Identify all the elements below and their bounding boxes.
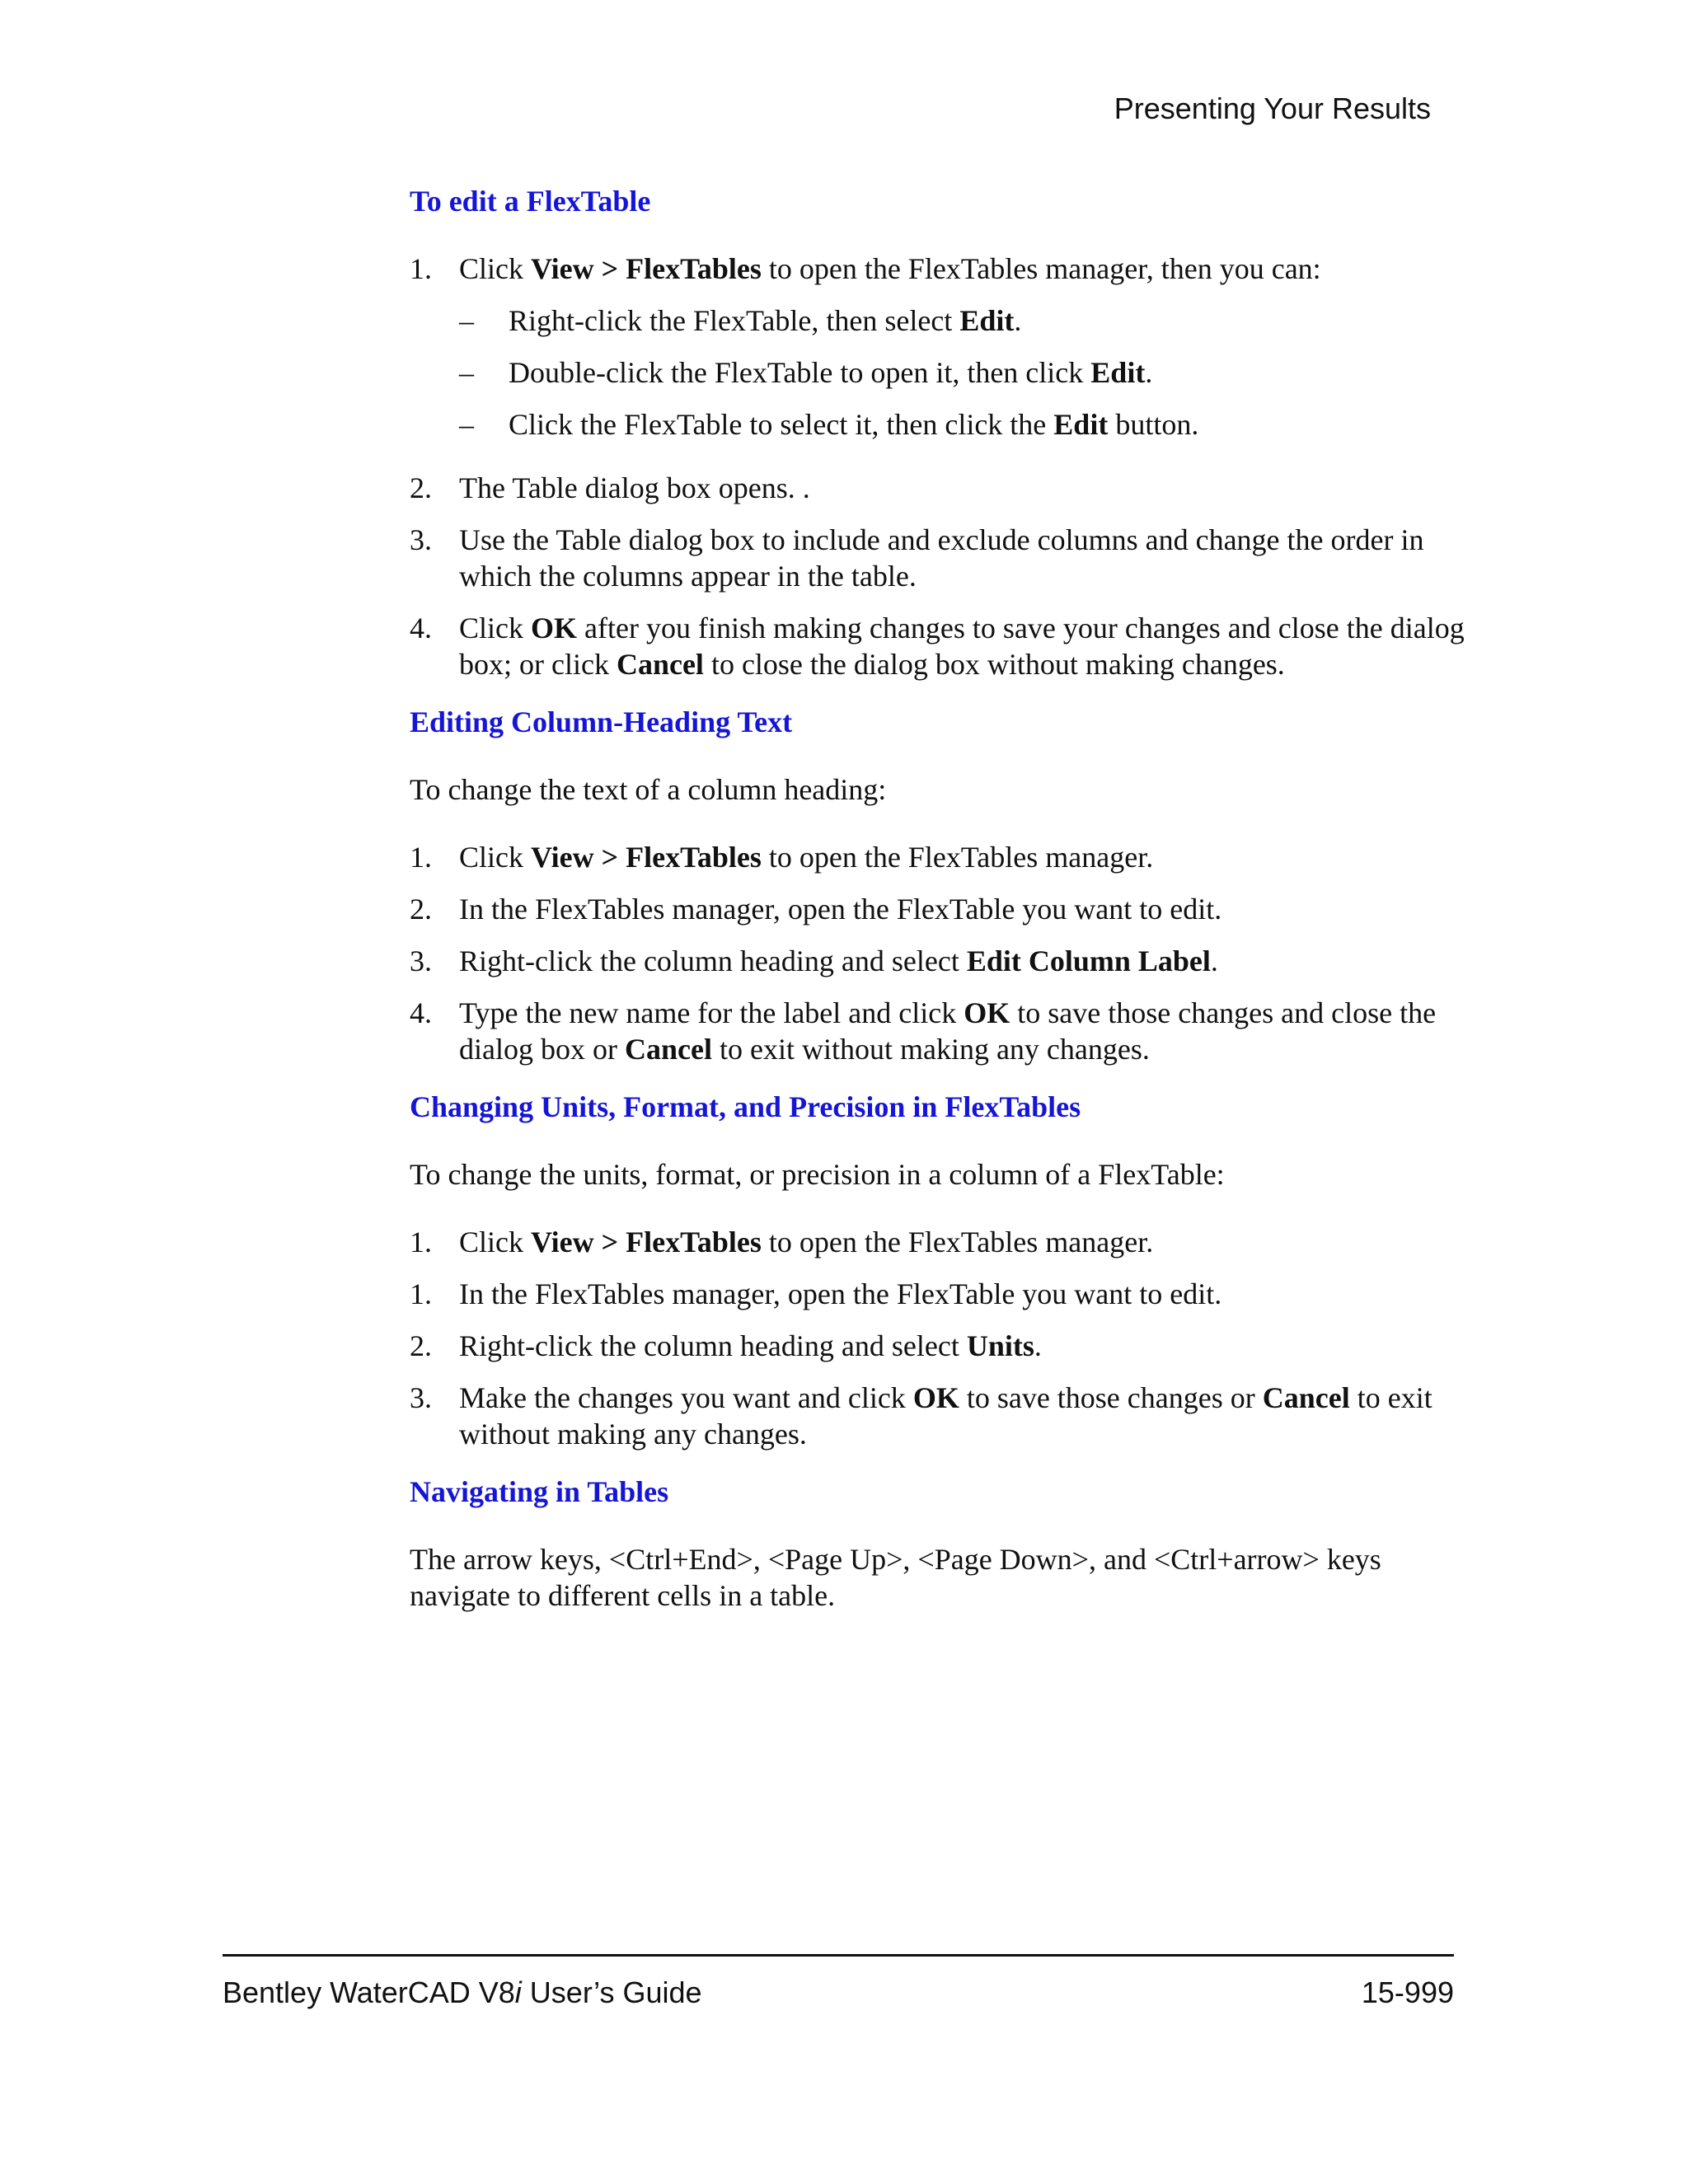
section-intro: To change the units, format, or precision in a column of a FlexTable: — [410, 1158, 1225, 1191]
sub-step-item — [459, 354, 1465, 391]
running-header: Presenting Your Results — [1114, 91, 1431, 125]
text-run: . — [1210, 944, 1218, 977]
text-run: Click — [459, 841, 531, 874]
step-text — [459, 251, 1465, 287]
dash-marker: – — [459, 408, 474, 441]
text-run: In the FlexTables manager, open the FlexTable you want to edit. — [459, 893, 1222, 926]
step-item — [410, 470, 1465, 506]
ui-term: Edit Column Label — [966, 944, 1211, 977]
step-text — [459, 610, 1465, 682]
text-run: Click — [459, 612, 531, 644]
text-run: Right-click the column heading and select — [459, 1329, 967, 1362]
page-content — [410, 183, 1465, 1614]
text-run: . — [1014, 304, 1022, 337]
step-number: 1. — [410, 252, 432, 285]
text-run: Right-click the column heading and select — [459, 944, 967, 977]
text-run: to save those changes or — [959, 1381, 1263, 1414]
ui-term: View > FlexTables — [531, 252, 762, 285]
page-footer — [223, 1973, 1454, 2013]
text-run: . — [1145, 356, 1153, 389]
ui-term: Edit — [1090, 356, 1146, 389]
step-text — [459, 470, 1465, 506]
footer-rule — [223, 1954, 1454, 1957]
guide-title — [223, 1973, 702, 2013]
step-text — [459, 522, 1465, 594]
guide-title-suffix: User’s Guide — [521, 1975, 702, 2009]
ui-term: Edit — [1053, 408, 1109, 441]
step-item — [410, 839, 1465, 875]
guide-title-prefix: Bentley WaterCAD V8 — [223, 1975, 515, 2009]
step-number: 2. — [410, 471, 432, 504]
step-item — [410, 1276, 1465, 1312]
step-item — [410, 891, 1465, 927]
step-text — [459, 1328, 1465, 1364]
ui-term: View > FlexTables — [531, 1226, 762, 1258]
ui-term: OK — [531, 612, 578, 644]
section-heading: Changing Units, Format, and Precision in FlexTables — [410, 1090, 1081, 1123]
guide-title-italic: i — [514, 1975, 522, 2009]
ui-term: Cancel — [624, 1033, 712, 1066]
text-run: Use the Table dialog box to include and exclude columns and change the order in which the columns appear in the table. — [459, 523, 1424, 593]
sub-step-list — [459, 302, 1465, 443]
text-run: to exit without making any changes. — [459, 1381, 1432, 1451]
ui-term: Cancel — [1262, 1381, 1350, 1414]
step-number: 2. — [410, 1329, 432, 1362]
step-item — [410, 943, 1465, 979]
dash-marker: – — [459, 304, 474, 337]
text-run: The Table dialog box opens. . — [459, 471, 810, 504]
ui-term: OK — [912, 1381, 959, 1414]
text-run: after you finish making changes to save your changes and close the dialog box; or click — [459, 612, 1465, 681]
step-text — [459, 1380, 1465, 1452]
text-run: Double-click the FlexTable to open it, then click — [509, 356, 1091, 389]
sub-step-item — [459, 302, 1465, 339]
step-list — [410, 839, 1465, 1067]
step-number: 3. — [410, 944, 432, 977]
step-item — [410, 610, 1465, 682]
text-run: to save those changes and close the dialog box or — [459, 996, 1437, 1066]
step-item — [410, 995, 1465, 1067]
step-number: 3. — [410, 1381, 432, 1414]
step-item — [410, 522, 1465, 594]
ui-term: Units — [966, 1329, 1034, 1362]
step-item — [410, 1224, 1465, 1260]
ui-term: Edit — [959, 304, 1015, 337]
step-number: 4. — [410, 996, 432, 1029]
step-item — [410, 251, 1465, 443]
step-text — [459, 1276, 1465, 1312]
step-number: 1. — [410, 841, 432, 874]
step-text — [459, 839, 1465, 875]
step-number: 1. — [410, 1226, 432, 1258]
ui-term: OK — [964, 996, 1010, 1029]
step-item — [410, 1380, 1465, 1452]
text-run: Click the FlexTable to select it, then click the — [509, 408, 1054, 441]
text-run: to open the FlexTables manager. — [761, 1226, 1154, 1258]
text-run: to open the FlexTables manager. — [761, 841, 1154, 874]
step-text — [459, 891, 1465, 927]
text-run: button. — [1108, 408, 1199, 441]
text-run: Click — [459, 252, 531, 285]
step-list — [410, 1224, 1465, 1452]
sub-step-item — [459, 406, 1465, 443]
sub-step-text — [509, 406, 1465, 443]
dash-marker: – — [459, 356, 474, 389]
text-run: . — [1034, 1329, 1042, 1362]
text-run: to open the FlexTables manager, then you can: — [761, 252, 1321, 285]
text-run: Right-click the FlexTable, then select — [509, 304, 960, 337]
section-heading: To edit a FlexTable — [410, 185, 651, 218]
text-run: Type the new name for the label and click — [459, 996, 964, 1029]
section-intro: To change the text of a column heading: — [410, 773, 887, 806]
step-item — [410, 1328, 1465, 1364]
step-text — [459, 1224, 1465, 1260]
step-text — [459, 943, 1465, 979]
ui-term: View > FlexTables — [531, 841, 762, 874]
text-run: Click — [459, 1226, 531, 1258]
sub-step-text — [509, 354, 1465, 391]
step-number: 1. — [410, 1277, 432, 1310]
step-text — [459, 995, 1465, 1067]
step-number: 3. — [410, 523, 432, 556]
section-intro: The arrow keys, <Ctrl+End>, <Page Up>, <Page Down>, and <Ctrl+arrow> keys navigate to different cells in a table. — [410, 1543, 1381, 1612]
ui-term: Cancel — [616, 648, 704, 681]
sub-step-text — [509, 302, 1465, 339]
step-number: 4. — [410, 612, 432, 644]
text-run: In the FlexTables manager, open the FlexTable you want to edit. — [459, 1277, 1222, 1310]
text-run: to close the dialog box without making changes. — [703, 648, 1285, 681]
section-heading: Editing Column-Heading Text — [410, 705, 793, 738]
page-number: 15-999 — [1361, 1975, 1454, 2009]
section-heading: Navigating in Tables — [410, 1475, 669, 1508]
text-run: to exit without making any changes. — [711, 1033, 1150, 1066]
step-list — [410, 251, 1465, 682]
text-run: Make the changes you want and click — [459, 1381, 913, 1414]
step-number: 2. — [410, 893, 432, 926]
